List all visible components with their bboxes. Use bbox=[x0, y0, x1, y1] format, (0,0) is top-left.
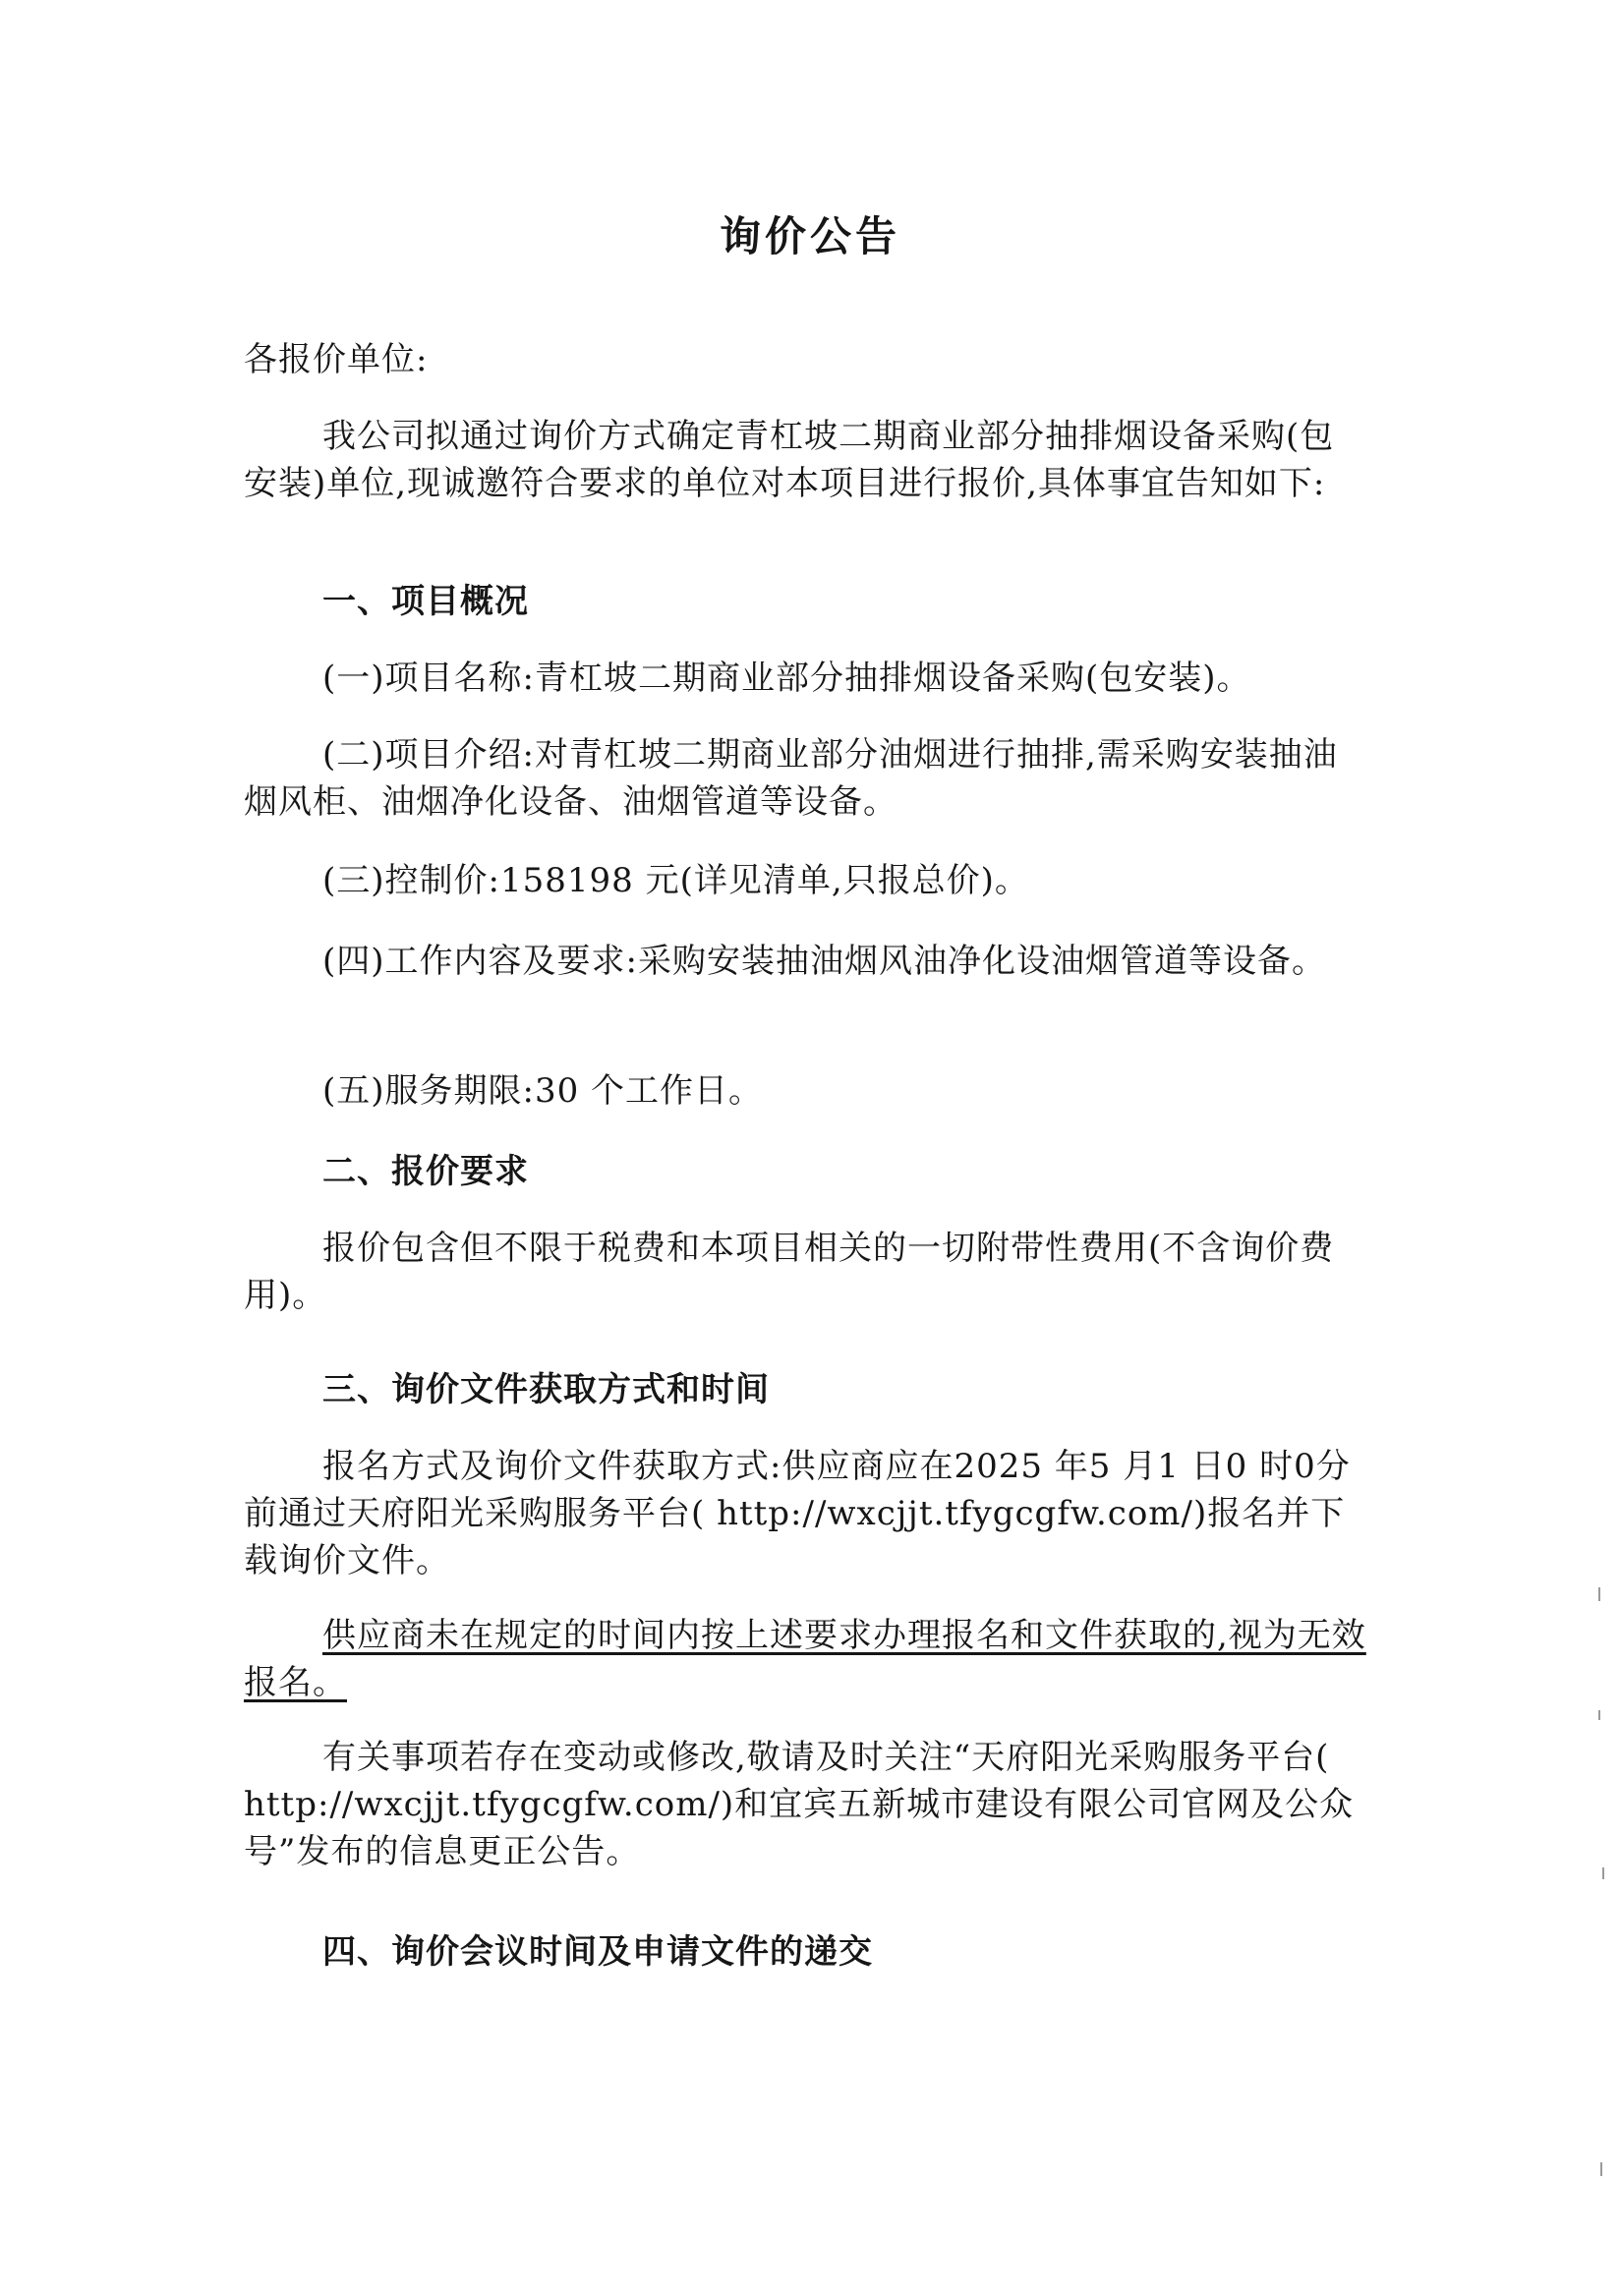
scan-edge-mark bbox=[1598, 1587, 1600, 1601]
section-3-registration-text: 报名方式及询价文件获取方式:供应商应在2025 年5 月1 日0 时0分前通过天府阳光采购服务平台( http://wxcjjt.tfygcgfw.com/)报名并下载询价文件。 bbox=[244, 1447, 1351, 1580]
scan-edge-mark bbox=[1598, 1710, 1600, 1720]
scan-edge-mark bbox=[1602, 1867, 1604, 1879]
salutation: 各报价单位: bbox=[244, 340, 429, 379]
section-3-heading: 三、询价文件获取方式和时间 bbox=[322, 1370, 770, 1409]
intro-paragraph: 我公司拟通过询价方式确定青杠坡二期商业部分抽排烟设备采购(包安装)单位,现诚邀符合要求的单位对本项目进行报价,具体事宜告知如下: bbox=[244, 417, 1335, 503]
section-4-heading: 四、询价会议时间及申请文件的递交 bbox=[322, 1932, 873, 1972]
scan-edge-mark bbox=[1600, 2162, 1602, 2176]
section-1-item-3-control-price: (三)控制价:158198 元(详见清单,只报总价)。 bbox=[322, 861, 1029, 900]
section-1-item-1: (一)项目名称:青杠坡二期商业部分抽排烟设备采购(包安装)。 bbox=[322, 659, 1251, 698]
document-title: 询价公告 bbox=[719, 212, 900, 260]
section-2-text: 报价包含但不限于税费和本项目相关的一切附带性费用(不含询价费用)。 bbox=[244, 1229, 1335, 1315]
section-1-item-4: (四)工作内容及要求:采购安装抽油烟风油净化设油烟管道等设备。 bbox=[322, 942, 1326, 981]
section-1-item-5-service-period: (五)服务期限:30 个工作日。 bbox=[322, 1071, 764, 1111]
section-3-invalid-registration-notice: 供应商未在规定的时间内按上述要求办理报名和文件获取的,视为无效报名。 bbox=[244, 1616, 1366, 1702]
section-2-heading: 二、报价要求 bbox=[322, 1152, 529, 1191]
section-3-update-notice: 有关事项若存在变动或修改,敬请及时关注“天府阳光采购服务平台( http://wxcjjt.tfygcgfw.com/)和宜宾五新城市建设有限公司官网及公众号”发布的信息更正公告。 bbox=[244, 1738, 1355, 1871]
section-1-item-2: (二)项目介绍:对青杠坡二期商业部分油烟进行抽排,需采购安装抽油烟风柜、油烟净化设备、油烟管道等设备。 bbox=[244, 735, 1338, 822]
section-1-heading: 一、项目概况 bbox=[322, 582, 529, 621]
